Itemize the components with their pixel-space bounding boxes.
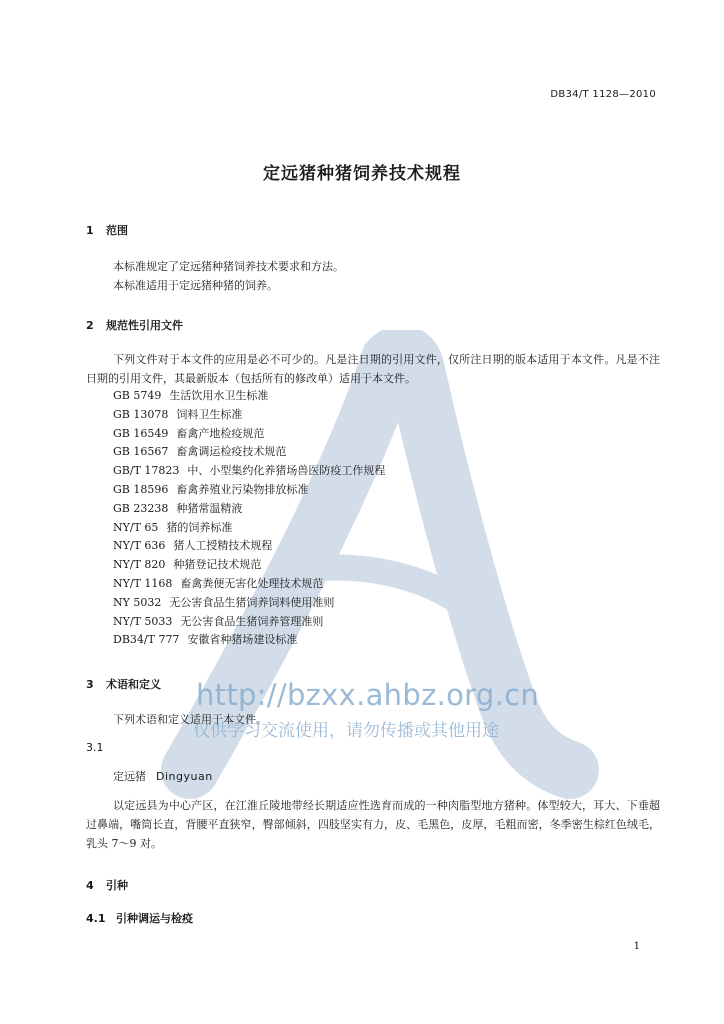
section-number: 4 [86, 879, 94, 892]
section-title: 范围 [106, 224, 128, 237]
references-intro: 下列文件对于本文件的应用是必不可少的。凡是注日期的引用文件，仅所注日期的版本适用于本文件。凡是不注日期的引用文件，其最新版本（包括所有的修改单）适用于本文件。 [86, 353, 660, 385]
section-title: 引种 [106, 879, 128, 892]
reference-title: 畜禽调运检疫技术规范 [176, 445, 287, 459]
reference-title: 中、小型集约化养猪场兽医防疫工作规程 [187, 464, 386, 478]
reference-code: GB 13078 [113, 407, 169, 421]
section-number: 1 [86, 224, 94, 237]
reference-code: GB 18596 [113, 482, 169, 496]
reference-item [113, 406, 385, 425]
term-definition: 以定远县为中心产区，在江淮丘陵地带经长期适应性选育而成的一种肉脂型地方猪种。体型较大，耳大、下垂超过鼻端，嘴筒长直，背腰平直狭窄，臀部倾斜，四肢坚实有力，皮、毛黑色，皮厚，毛粗而密，冬季密生棕红色绒毛，乳头 7～9 对。 [86, 799, 660, 850]
reference-item [113, 387, 385, 406]
terms-intro: 下列术语和定义适用于本文件。 [113, 713, 267, 726]
reference-code: NY/T 5033 [113, 614, 173, 628]
reference-title: 猪人工授精技术规程 [173, 539, 273, 553]
watermark-url: http://bzxx.ahbz.org.cn [196, 678, 540, 712]
scope-paragraph-1: 本标准规定了定远猪种猪饲养技术要求和方法。 [113, 260, 344, 273]
reference-title: 种猪登记技术规范 [173, 558, 262, 572]
reference-title: 猪的饲养标准 [166, 520, 233, 534]
reference-code: GB/T 17823 [113, 464, 180, 478]
section-4-heading [86, 877, 128, 893]
reference-list [113, 387, 385, 650]
reference-item [113, 425, 385, 444]
term-chinese: 定远猪 [113, 770, 146, 783]
reference-item [113, 443, 385, 462]
reference-code: NY 5032 [113, 595, 162, 609]
reference-item [113, 556, 385, 575]
reference-code: GB 5749 [113, 389, 162, 402]
section-2-heading [86, 317, 183, 333]
reference-item [113, 481, 385, 500]
reference-item [113, 594, 385, 613]
standard-code: DB34/T 1128—2010 [550, 89, 656, 100]
subsection-4-1-heading [86, 910, 193, 926]
reference-title: 无公害食品生猪饲养管理准则 [180, 614, 324, 628]
subsection-title: 引种调运与检疫 [116, 912, 193, 925]
section-title: 术语和定义 [106, 678, 161, 691]
reference-item [113, 519, 385, 538]
section-number: 3 [86, 678, 94, 691]
term-english: Dingyuan [156, 770, 213, 783]
reference-code: DB34/T 777 [113, 633, 180, 647]
reference-title: 生活饮用水卫生标准 [169, 389, 269, 402]
reference-code: GB 16567 [113, 445, 169, 459]
reference-code: GB 23238 [113, 501, 169, 515]
scope-paragraph-2: 本标准适用于定远猪种猪的饲养。 [113, 279, 278, 292]
reference-code: NY/T 820 [113, 558, 166, 572]
section-title: 规范性引用文件 [106, 319, 183, 332]
reference-title: 种猪常温精液 [176, 501, 243, 515]
watermark-note: 仅供学习交流使用，请勿传播或其他用途 [193, 721, 499, 741]
page-number: 1 [633, 941, 640, 952]
reference-title: 无公害食品生猪饲养饲料使用准则 [169, 595, 335, 609]
term-entry [113, 768, 213, 784]
reference-item [113, 537, 385, 556]
reference-title: 饲料卫生标准 [176, 407, 243, 421]
reference-code: GB 16549 [113, 426, 169, 440]
reference-item [113, 500, 385, 519]
section-1-heading [86, 222, 128, 238]
reference-item [113, 631, 385, 650]
reference-title: 畜禽产地检疫规范 [176, 426, 265, 440]
reference-code: NY/T 636 [113, 539, 166, 553]
reference-title: 畜禽粪便无害化处理技术规范 [180, 576, 324, 590]
section-number: 2 [86, 319, 94, 332]
reference-item [113, 613, 385, 632]
reference-code: NY/T 1168 [113, 576, 173, 590]
section-3-heading [86, 676, 161, 692]
reference-title: 畜禽养殖业污染物排放标准 [176, 482, 309, 496]
subsection-3-1-number: 3.1 [86, 741, 104, 754]
reference-item [113, 462, 385, 481]
document-title: 定远猪种猪饲养技术规程 [263, 164, 461, 184]
subsection-number: 4.1 [86, 912, 106, 925]
reference-item [113, 575, 385, 594]
reference-code: NY/T 65 [113, 520, 159, 534]
reference-title: 安徽省种猪场建设标准 [187, 633, 298, 647]
